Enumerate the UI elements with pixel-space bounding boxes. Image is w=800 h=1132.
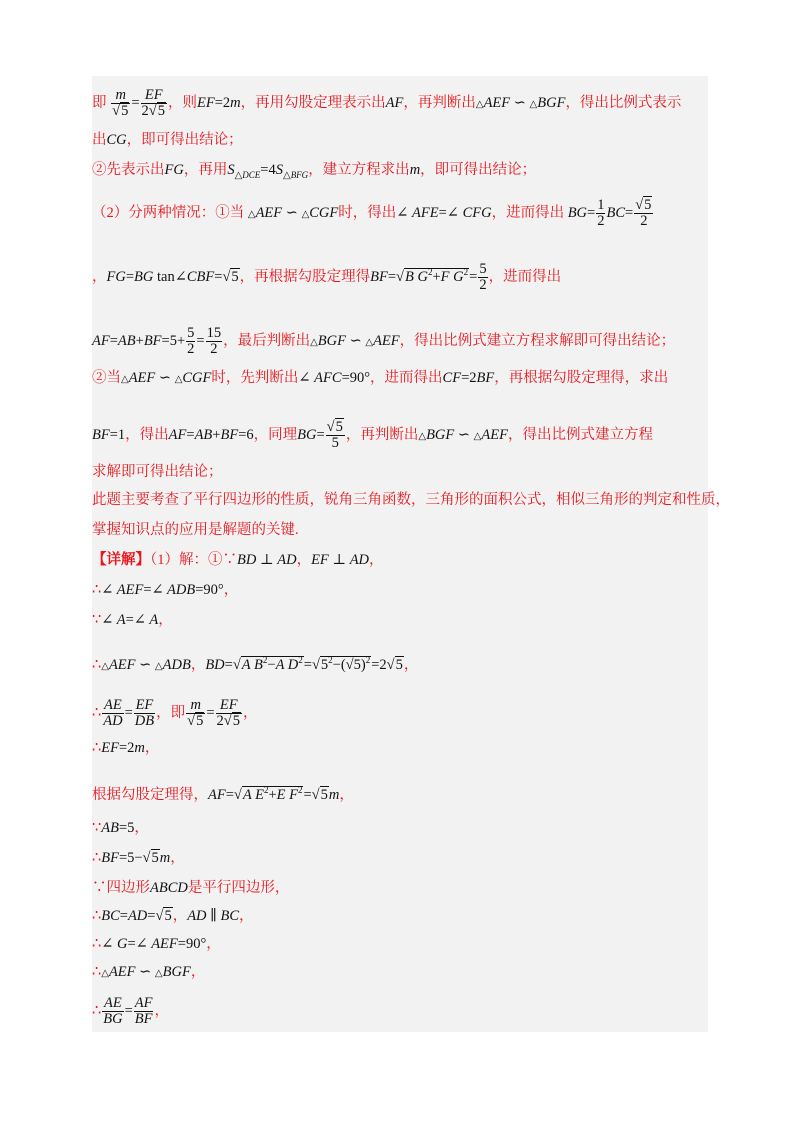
text-line-2: 出CG，即可得出结论； bbox=[92, 132, 243, 148]
text-line-11: 掌握知识点的应用是解题的关键. bbox=[92, 522, 299, 538]
text-line-16: ∴ $\frac{AE}{AD}$ = $\frac{EF}{DB}$ ，即 $\frac{m}{√5}$ = $\frac{EF}{2√5}$ ， bbox=[92, 697, 258, 729]
text-line-21: ∵四边形ABCD是平行四边形， bbox=[92, 880, 290, 896]
text-line-22: ∴BC=AD=√5，AD ∥ BC， bbox=[92, 908, 254, 924]
text-line-8: BF=1，得出AF=AB+BF=6，同理BG= $\frac{√5}{5}$ ，再判断出△BGF ∽ △AEF，得出比例式建立方程 bbox=[92, 419, 653, 451]
text-line-20: ∴BF=5−√5m， bbox=[92, 850, 185, 866]
text-line-18: 根据勾股定理得，AF=√A $E^2+E$ $F^2=√5m$， bbox=[92, 785, 354, 803]
text-line-12: 【详解】（1）解：①∵BD ⊥ AD，EF ⊥ AD， bbox=[92, 552, 384, 568]
text-line-14: ∵∠ A=∠ A， bbox=[92, 612, 173, 628]
text-line-24: ∴△AEF ∽ △BGF， bbox=[92, 964, 206, 980]
text-line-23: ∴∠ G=∠ AEF=90°， bbox=[92, 936, 221, 952]
text-line-25: ∴ $\frac{AE}{BG}$ = $\frac{AF}{BF}$ ， bbox=[92, 995, 169, 1027]
text-line-3: ②先表示出FG，再用$S_{\triangle DCE}=4S_{\triangle BFG}$，建立方程求出m，即可得出结论； bbox=[92, 162, 537, 181]
text-line-13: ∴∠ AEF=∠ ADB=90°， bbox=[92, 582, 239, 598]
text-line-4: （2）分两种情况：①当 △AEF ∽ △CGF时，得出∠ AFE=∠ CFG，进而得出 BG= $\frac{1}{2}$ BC= $\frac{√5}{2}$ bbox=[92, 197, 652, 229]
text-line-1: 即 $\frac{m}{√5}$ = $\frac{EF}{2√5}$ ，则EF=2m，再用勾股定理表示出AF，再判断出△AEF ∽ △BGF，得出比例式表示 bbox=[92, 87, 682, 119]
text-line-10: 此题主要考查了平行四边形的性质，锐角三角函数，三角形的面积公式，相似三角形的判定和性质， bbox=[92, 492, 730, 508]
text-line-5: ，FG=BG tan∠CBF=√5，再根据勾股定理得BF=√B $G^2+F$ $G^2=$ $\frac{5}{2}$ ，进而得出 bbox=[92, 261, 562, 293]
text-line-19: ∵AB=5， bbox=[92, 820, 149, 836]
text-line-17: ∴EF=2m， bbox=[92, 740, 160, 756]
text-line-15: ∴△AEF ∽ △ADB，BD=√A $B^2-A$ $D^2=√5^2-(√5)^2=2√5$， bbox=[92, 655, 419, 673]
text-line-6: AF=AB+BF=5+ $\frac{5}{2}$ = $\frac{15}{2}$ ，最后判断出△BGF ∽ △AEF，得出比例式建立方程求解即可得出结论； bbox=[92, 325, 676, 357]
text-line-7: ②当△AEF ∽ △CGF时，先判断出∠ AFC=90°，进而得出CF=2BF，再根据勾股定理得，求出 bbox=[92, 370, 669, 386]
text-line-9: 求解即可得出结论； bbox=[92, 464, 223, 480]
